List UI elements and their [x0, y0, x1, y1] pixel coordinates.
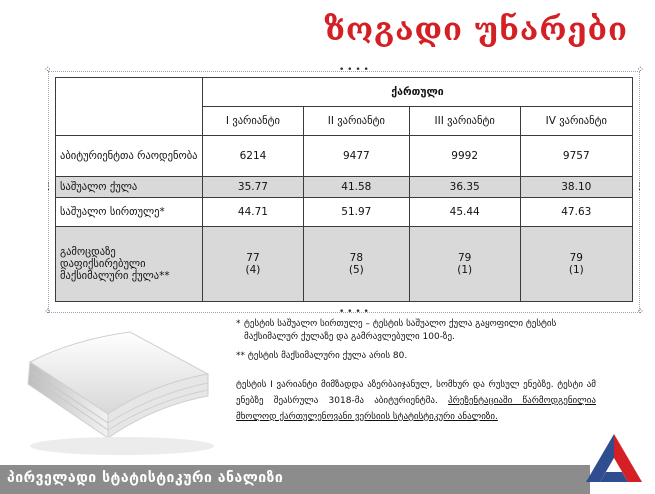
notes-block — [236, 318, 596, 425]
resize-handle-right[interactable]: ⋮ — [635, 182, 644, 192]
table-cell: 47.63 — [520, 198, 632, 227]
row-label: გამოცდაზე დაფიქსირებული მაქსიმალური ქულა** — [56, 227, 203, 302]
max-score: 79 — [457, 252, 472, 264]
table-cell: 35.77 — [203, 177, 304, 198]
table-cell: 9992 — [409, 136, 520, 177]
column-header: II ვარიანტი — [303, 107, 409, 136]
table-cell: 36.35 — [409, 177, 520, 198]
resize-handle-left[interactable]: ⋮ — [44, 182, 53, 192]
table-cell: 45.44 — [409, 198, 520, 227]
resize-handle-bottom[interactable]: • • • • — [339, 307, 369, 317]
table-header-row — [56, 78, 633, 107]
max-score: 78 — [349, 252, 364, 264]
table-cell: 51.97 — [303, 198, 409, 227]
stats-table — [55, 77, 633, 302]
footer-label: პირველადი სტატისტიკური ანალიზი — [7, 470, 284, 486]
row-label: საშუალო ქულა — [56, 177, 203, 198]
table-cell: 6214 — [203, 136, 304, 177]
table-row — [56, 227, 633, 302]
resize-handle-corner-br[interactable]: ⁘ — [636, 307, 644, 317]
resize-handle-corner-bl[interactable]: ⁘ — [44, 307, 52, 317]
table-cell — [203, 227, 304, 302]
table-cell: 9477 — [303, 136, 409, 177]
max-score-count: (1) — [457, 264, 473, 276]
open-book-illustration — [12, 322, 217, 462]
row-label: საშუალო სირთულე* — [56, 198, 203, 227]
table-cell — [409, 227, 520, 302]
footnote-1: * ტესტის საშუალო სირთულე – ტესტის საშუალო ქულა გაყოფილი ტესტის მაქსიმალურ ქულაზე და გამრავლებული 100-ზე. — [236, 319, 557, 342]
resize-handle-corner-tl[interactable]: ⁘ — [44, 65, 52, 75]
table-cell: 41.58 — [303, 177, 409, 198]
max-score: 79 — [569, 252, 583, 264]
table-row — [56, 177, 633, 198]
footnote-2: ** ტესტის მაქსიმალური ქულა არის 80. — [236, 351, 408, 361]
triangle-logo — [582, 430, 646, 488]
table-cell: 9757 — [520, 136, 632, 177]
table-cell: 38.10 — [520, 177, 632, 198]
column-header: IV ვარიანტი — [520, 107, 632, 136]
underlined-note: პრეზენტაციაში წარმოდგენილია მხოლოდ ქართულენოვანი ვერსიის სტატისტიკური ანალიზი. — [236, 396, 596, 422]
group-header: ქართული — [203, 78, 633, 107]
table-cell — [520, 227, 632, 302]
max-score: 77 — [246, 252, 260, 264]
column-header: I ვარიანტი — [203, 107, 304, 136]
table-frame[interactable] — [44, 65, 644, 317]
max-score-count: (4) — [245, 264, 261, 276]
max-score-count: (5) — [348, 264, 364, 276]
row-label: აბიტურიენტთა რაოდენობა — [56, 136, 203, 177]
table-row — [56, 198, 633, 227]
table-cell — [303, 227, 409, 302]
corner-cell — [56, 78, 203, 136]
page-title: ზოგადი უნარები — [324, 12, 628, 48]
max-score-count: (1) — [568, 264, 584, 276]
description-paragraph: ტესტის I ვარიანტი მიმზადდა აზერბაიჯანულ, სომხურ და რუსულ ენებზე. ტესტი ამ ენებზე შეასრულა 3018-მა აბიტურიენტმა. პრეზენტაციაში წარმოდგენილია მხოლოდ ქართულენოვანი ვერსიის სტატისტიკური ანალიზი. — [236, 380, 596, 422]
table-row — [56, 136, 633, 177]
table-cell: 44.71 — [203, 198, 304, 227]
resize-handle-top[interactable]: • • • • — [339, 65, 369, 75]
column-header: III ვარიანტი — [409, 107, 520, 136]
resize-handle-corner-tr[interactable]: ⁘ — [636, 65, 644, 75]
